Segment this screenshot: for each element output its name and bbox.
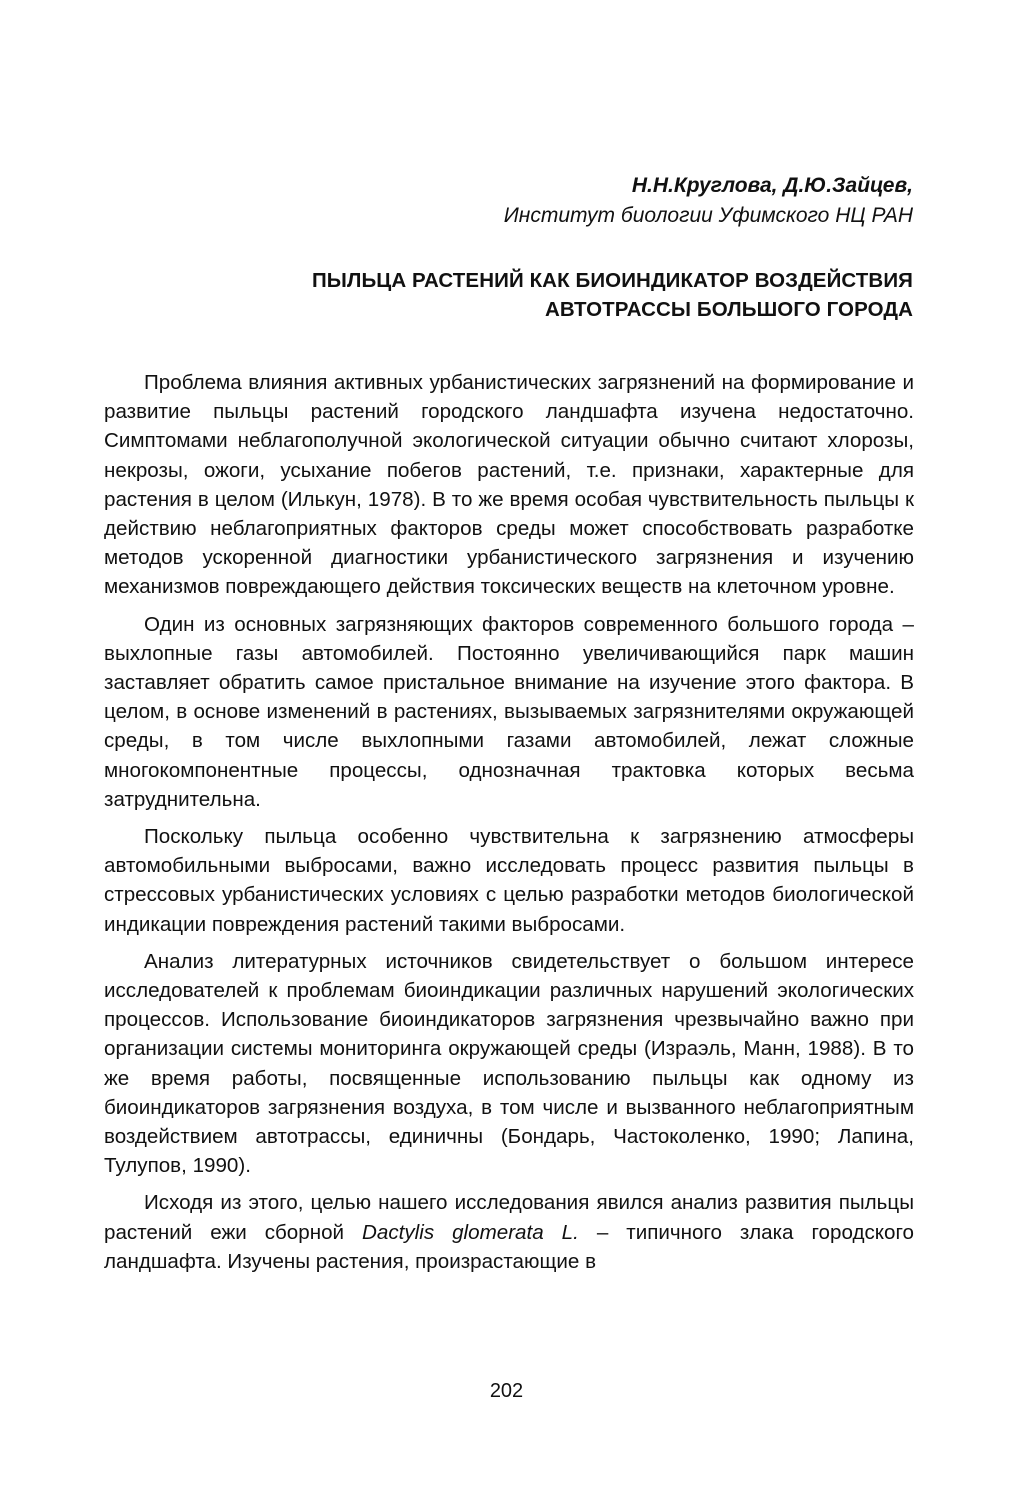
paragraph-4: Анализ литературных источников свидетельствует о большом интересе исследователей к проблемам биоиндикации различных нарушений экологических процессов. Использование биоиндикаторов загрязнения чрезвычайно важно при организации системы мониторинга окружающей среды (Израэль, Манн, 1988). В то же время работы, посвященные использованию пыльцы как одному из биоиндикаторов загрязнения воздуха, в том числе и вызванного неблагоприятным воздействием автотрассы, единичны (Бондарь, Частоколенко, 1990; Лапина, Тулупов, 1990). (104, 949, 914, 1178)
author-block (504, 171, 913, 231)
page-number: 202 (489, 1380, 524, 1402)
author-affiliation: Институт биологии Уфимского НЦ РАН (503, 204, 913, 227)
paragraph-2: Один из основных загрязняющих факторов современного большого города – выхлопные газы автомобилей. Постоянно увеличивающийся парк машин заставляет обратить самое пристальное внимание на изучение этого фактора. В целом, в основе изменений в растениях, вызываемых загрязнителями окружающей среды, в том числе выхлопными газами автомобилей, лежат сложные многокомпонентные процессы, однозначная трактовка которых весьма затруднительна. (104, 612, 914, 811)
title-line-1: ПЫЛЬЦА РАСТЕНИЙ КАК БИОИНДИКАТОР ВОЗДЕЙСТВИЯ (311, 269, 913, 292)
paragraph-5-text-end: – типичного злака городского ландшафта. Изучены растения, произрастающие в (104, 1220, 914, 1273)
author-names: Н.Н.Круглова, Д.Ю.Зайцев, (631, 174, 913, 197)
title-line-2: АВТОТРАССЫ БОЛЬШОГО ГОРОДА (544, 298, 913, 321)
article-title (153, 266, 913, 324)
article-body (104, 368, 914, 1276)
paragraph-1: Проблема влияния активных урбанистических загрязнений на формирование и развитие пыльцы растений городского ландшафта изучена недостаточно. Симптомами неблагополучной экологической ситуации обычно считают хлорозы, некрозы, ожоги, усыхание побегов растений, т.е. признаки, характерные для растения в целом (Илькун, 1978). В то же время особая чувствительность пыльцы к действию неблагоприятных факторов среды может способствовать разработке методов ускоренной диагностики урбанистического загрязнения и изучению механизмов повреждающего действия токсических веществ на клеточном уровне. (104, 371, 914, 599)
paragraph-5-text-start: Исходя из этого, целью нашего исследования явился анализ развития пыльцы растений ежи сборной (104, 1191, 914, 1244)
paragraph-3: Поскольку пыльца особенно чувствительна к загрязнению атмосферы автомобильными выбросами, важно исследовать процесс развития пыльцы в стрессовых урбанистических условиях с целью разработки методов биологической индикации повреждения растений такими выбросами. (104, 825, 914, 936)
species-name: Dactylis glomerata L. (362, 1220, 579, 1244)
paragraph-5 (104, 1188, 914, 1276)
